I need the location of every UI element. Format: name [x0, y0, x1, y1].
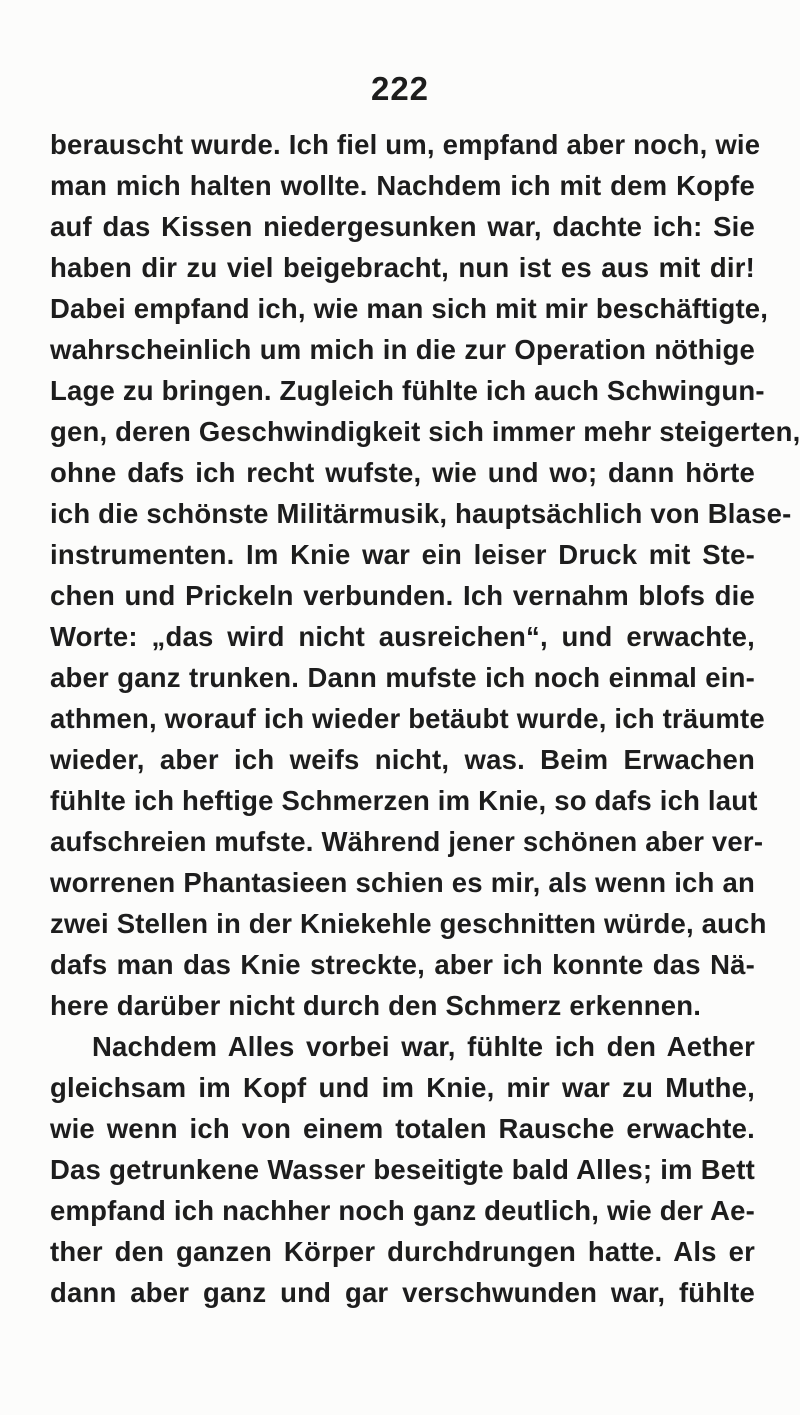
text-line: dafs man das Knie streckte, aber ich konnte das Nä-	[50, 949, 755, 980]
text-line: ich die schönste Militärmusik, hauptsächlich von Blase-	[50, 498, 792, 529]
text-line: dann aber ganz und gar verschwunden war, fühlte	[50, 1277, 755, 1308]
text-line: gen, deren Geschwindigkeit sich immer mehr steigerten,	[50, 416, 800, 447]
text-line: ther den ganzen Körper durchdrungen hatte. Als er	[50, 1236, 755, 1267]
text-line: wieder, aber ich weifs nicht, was. Beim Erwachen	[50, 744, 755, 775]
text-line: Das getrunkene Wasser beseitigte bald Alles; im Bett	[50, 1154, 755, 1185]
text-line: man mich halten wollte. Nachdem ich mit dem Kopfe	[50, 170, 755, 201]
text-line: worrenen Phantasieen schien es mir, als wenn ich an	[50, 867, 755, 898]
text-line: Worte: „das wird nicht ausreichen“, und erwachte,	[50, 621, 755, 652]
text-line: ohne dafs ich recht wufste, wie und wo; dann hörte	[50, 457, 755, 488]
text-line: Lage zu bringen. Zugleich fühlte ich auch Schwingun-	[50, 375, 765, 406]
text-line: instrumenten. Im Knie war ein leiser Druck mit Ste-	[50, 539, 755, 570]
text-line: gleichsam im Kopf und im Knie, mir war zu Muthe,	[50, 1072, 755, 1103]
text-line: fühlte ich heftige Schmerzen im Knie, so dafs ich laut	[50, 785, 758, 816]
text-line: athmen, worauf ich wieder betäubt wurde, ich träumte	[50, 703, 765, 734]
text-line: auf das Kissen niedergesunken war, dachte ich: Sie	[50, 211, 755, 242]
text-line: Dabei empfand ich, wie man sich mit mir beschäftigte,	[50, 293, 769, 324]
text-line: Nachdem Alles vorbei war, fühlte ich den Aether	[92, 1031, 755, 1062]
text-line: haben dir zu viel beigebracht, nun ist es aus mit dir!	[50, 252, 755, 283]
text-line: aufschreien mufste. Während jener schönen aber ver-	[50, 826, 764, 857]
text-line: wie wenn ich von einem totalen Rausche erwachte.	[50, 1113, 755, 1144]
page-number: 222	[370, 70, 430, 107]
text-line: chen und Prickeln verbunden. Ich vernahm blofs die	[50, 580, 755, 611]
text-line: empfand ich nachher noch ganz deutlich, wie der Ae-	[50, 1195, 755, 1226]
text-line: wahrscheinlich um mich in die zur Operation nöthige	[50, 334, 755, 365]
text-line: berauscht wurde. Ich fiel um, empfand aber noch, wie	[50, 129, 761, 160]
text-line: here darüber nicht durch den Schmerz erkennen.	[50, 990, 702, 1021]
text-line: aber ganz trunken. Dann mufste ich noch einmal ein-	[50, 662, 755, 693]
text-line: zwei Stellen in der Kniekehle geschnitten würde, auch	[50, 908, 767, 939]
